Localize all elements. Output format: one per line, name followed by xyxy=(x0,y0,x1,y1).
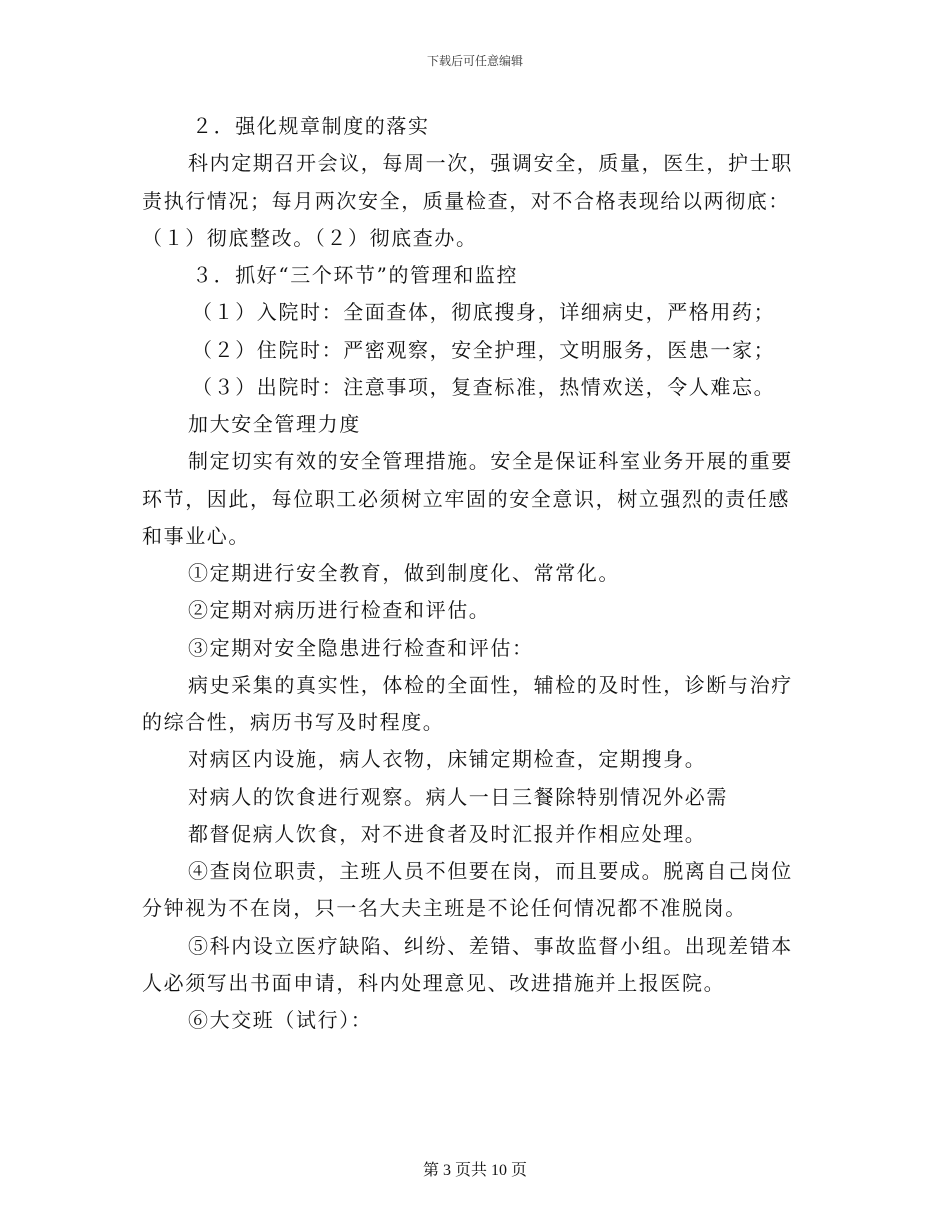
paragraph-line: 和事业心。 xyxy=(142,524,250,548)
list-item: ②定期对病历进行检查和评估。 xyxy=(188,598,491,622)
paragraph-line: 人必须写出书面申请，科内处理意见、改进措施并上报医院。 xyxy=(142,971,726,995)
paragraph-line: 对病人的饮食进行观察。病人一日三餐除特别情况外必需 xyxy=(188,785,728,809)
list-item: （１）入院时：全面查体，彻底搜身，详细病史，严格用药； xyxy=(192,300,776,324)
paragraph-line: 分钟视为不在岗，只一名大夫主班是不论任何情况都不准脱岗。 xyxy=(142,896,747,920)
paragraph-line: 责执行情况；每月两次安全，质量检查，对不合格表现给以两彻底： xyxy=(142,189,790,213)
page-header: 下载后可任意编辑 xyxy=(426,54,523,68)
paragraph-line: 对病区内设施，病人衣物，床铺定期检查，定期搜身。 xyxy=(188,747,707,771)
list-item: ①定期进行安全教育，做到制度化、常常化。 xyxy=(188,561,620,585)
section-heading-3: ３．抓好“三个环节”的管理和监控 xyxy=(192,263,519,287)
section-heading-2: ２．强化规章制度的落实 xyxy=(192,114,430,138)
paragraph-line: 的综合性，病历书写及时程度。 xyxy=(142,710,445,734)
list-item: ④查岗位职责，主班人员不但要在岗，而且要成。脱离自己岗位 xyxy=(188,859,793,883)
list-item: ⑥大交班（试行）： xyxy=(188,1008,373,1032)
paragraph-line: 科内定期召开会议，每周一次，强调安全，质量，医生，护士职 xyxy=(188,151,793,175)
list-item: （３）出院时：注意事项，复查标准，热情欢送，令人难忘。 xyxy=(192,375,776,399)
list-item: ③定期对安全隐患进行检查和评估： xyxy=(188,636,534,660)
list-item: ⑤科内设立医疗缺陷、纠纷、差错、事故监督小组。出现差错本 xyxy=(188,934,793,958)
paragraph-line: 环节，因此，每位职工必须树立牢固的安全意识，树立强烈的责任感 xyxy=(142,487,790,511)
paragraph-line: 都督促病人饮食，对不进食者及时汇报并作相应处理。 xyxy=(188,822,707,846)
page-number: 第 3 页共 10 页 xyxy=(422,1162,527,1179)
paragraph-line: 病史采集的真实性，体检的全面性，辅检的及时性，诊断与治疗 xyxy=(188,673,793,697)
paragraph-line: （１）彻底整改。（２）彻底查办。 xyxy=(142,226,478,250)
list-item: （２）住院时：严密观察，安全护理，文明服务，医患一家； xyxy=(192,338,776,362)
section-heading: 加大安全管理力度 xyxy=(188,412,361,436)
paragraph-line: 制定切实有效的安全管理措施。安全是保证科室业务开展的重要 xyxy=(188,449,793,473)
